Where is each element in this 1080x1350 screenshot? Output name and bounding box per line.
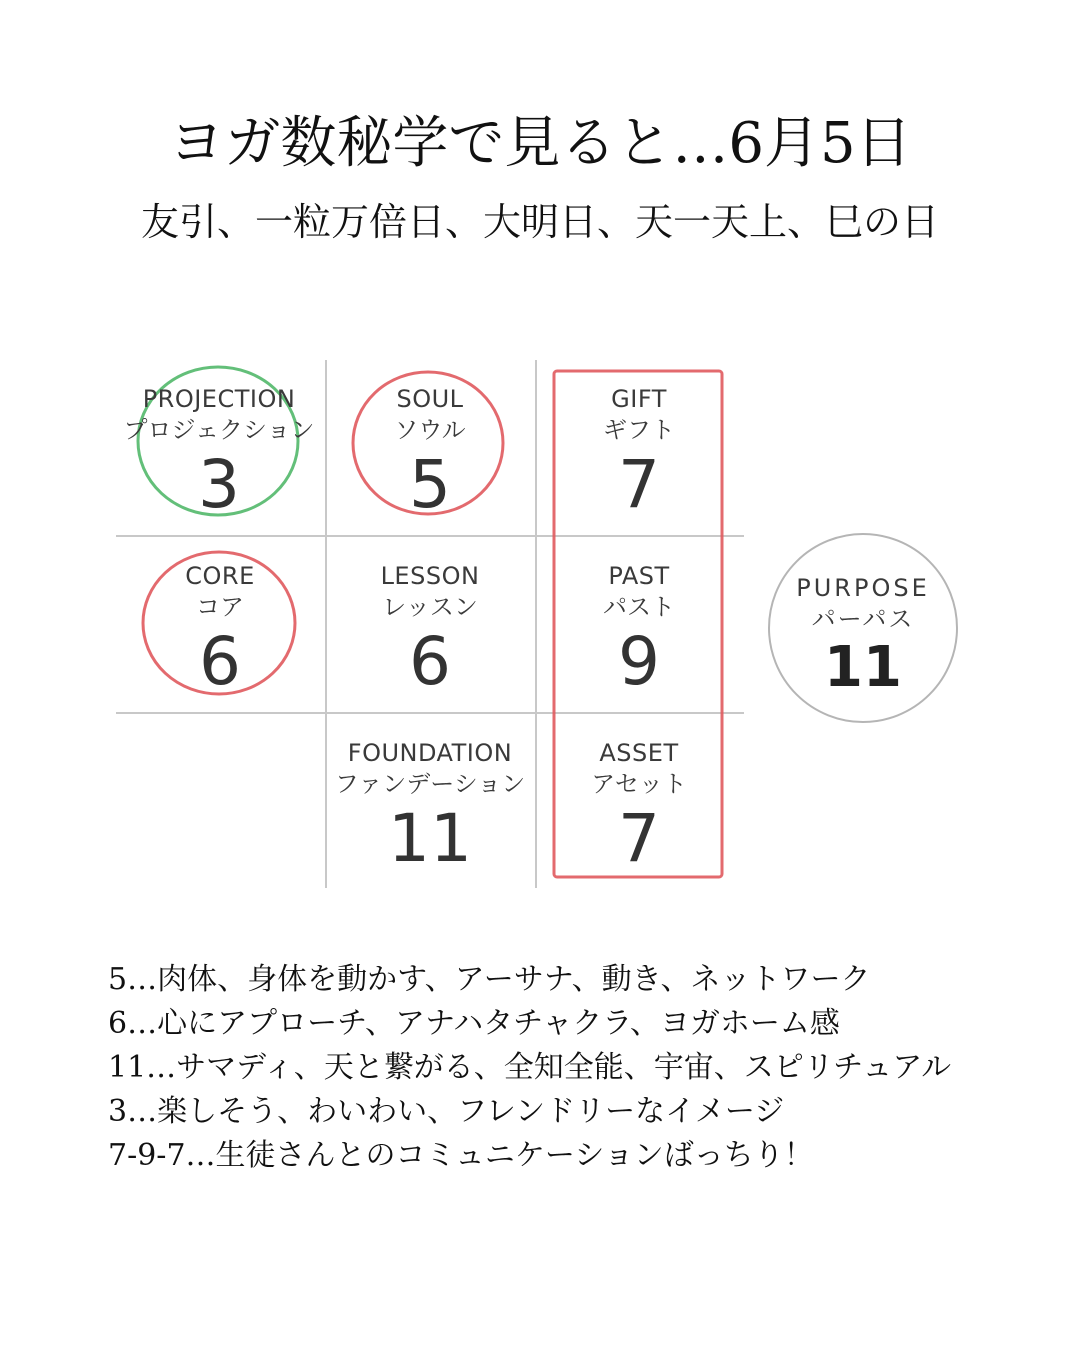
page-subtitle: 友引、一粒万倍日、大明日、天一天上、巳の日	[140, 200, 939, 244]
past-label-ja: パスト	[603, 593, 675, 621]
cell-foundation	[325, 738, 535, 878]
cell-past	[534, 561, 744, 701]
foundation-number: 11	[388, 800, 472, 877]
gift-number: 7	[618, 446, 660, 523]
foundation-label-ja: ファンデーション	[334, 770, 526, 798]
purpose-label-ja: パーパス	[811, 605, 915, 633]
projection-number: 3	[198, 446, 240, 523]
past-number: 9	[618, 623, 660, 700]
soul-label-ja: ソウル	[394, 416, 466, 444]
lesson-label-ja: レッスン	[382, 593, 478, 621]
lesson-label-en: LESSON	[380, 562, 480, 590]
lesson-number: 6	[409, 623, 451, 700]
meaning-item: 5…肉体、身体を動かす、アーサナ、動き、ネットワーク	[108, 962, 871, 997]
meaning-item: 6…心にアプローチ、アナハタチャクラ、ヨガホーム感	[108, 1006, 840, 1041]
cell-core	[115, 561, 325, 701]
cell-gift	[534, 384, 744, 524]
cell-soul	[325, 384, 535, 524]
projection-label-en: PROJECTION	[142, 385, 296, 413]
projection-label-ja: プロジェクション	[123, 416, 315, 444]
core-number: 6	[199, 623, 241, 700]
purpose-label-en: PURPOSE	[796, 574, 930, 602]
page-title: ヨガ数秘学で見ると…6月5日	[168, 111, 912, 176]
soul-label-en: SOUL	[396, 385, 464, 413]
cell-asset	[534, 738, 744, 878]
purpose-circle	[768, 533, 958, 723]
meanings-list	[108, 958, 1008, 1178]
meaning-item: 3…楽しそう、わいわい、フレンドリーなイメージ	[108, 1094, 785, 1129]
gift-label-en: GIFT	[611, 385, 667, 413]
soul-number: 5	[409, 446, 451, 523]
foundation-label-en: FOUNDATION	[347, 739, 513, 767]
meaning-item: 11…サマディ、天と繋がる、全知全能、宇宙、スピリチュアル	[108, 1050, 952, 1085]
gift-label-ja: ギフト	[603, 416, 675, 444]
past-label-en: PAST	[608, 562, 670, 590]
asset-label-ja: アセット	[591, 770, 687, 798]
asset-label-en: ASSET	[599, 739, 679, 767]
cell-lesson	[325, 561, 535, 701]
asset-number: 7	[618, 800, 660, 877]
core-label-ja: コア	[196, 593, 244, 621]
cell-projection	[114, 384, 324, 524]
purpose-number: 11	[824, 635, 902, 700]
core-label-en: CORE	[185, 562, 255, 590]
meaning-item: 7-9-7…生徒さんとのコミュニケーションばっちり！	[108, 1138, 814, 1173]
